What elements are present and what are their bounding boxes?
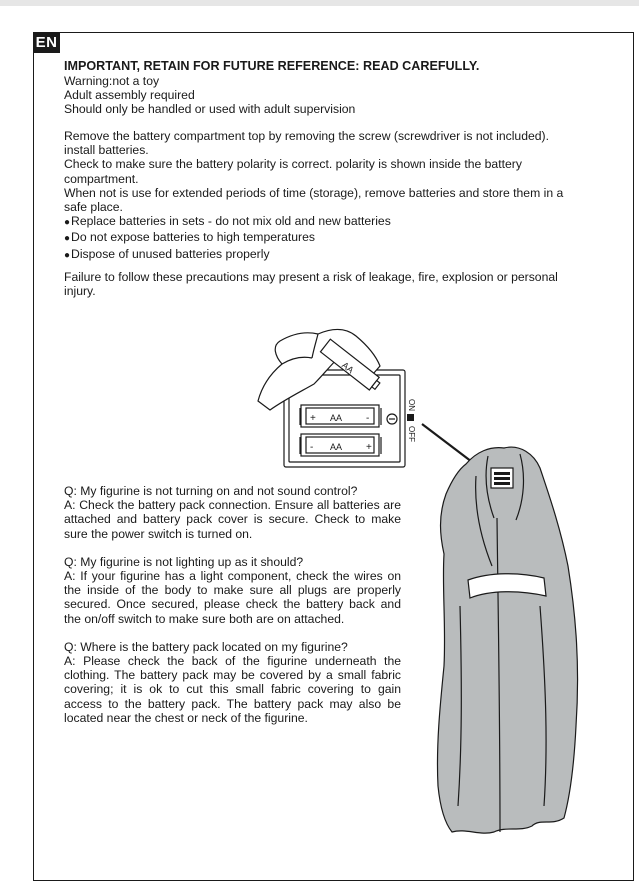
faq-question: Q: My figurine is not turning on and not sound control? (64, 484, 358, 498)
battery-instruction: Check to make sure the battery polarity is correct. polarity is shown inside the battery compartment. (64, 157, 522, 186)
battery-instruction: When not is use for extended periods of time (storage), remove batteries and store them in a safe place. (64, 185, 564, 215)
figurine-robe (437, 447, 577, 833)
switch-off-label: OFF (407, 426, 416, 442)
plus-sign: + (366, 442, 372, 453)
battery-label: AA (329, 442, 343, 452)
page-heading: IMPORTANT, RETAIN FOR FUTURE REFERENCE: READ CAREFULLY. (64, 59, 480, 73)
plus-sign: + (310, 413, 316, 424)
minus-sign: - (310, 442, 314, 453)
instruction-page (0, 6, 639, 882)
switch-on-label: ON (407, 399, 416, 411)
faq-question: Q: Where is the battery pack located on my figurine? (64, 639, 348, 654)
switch-icon (407, 414, 414, 421)
warning-line: Warning:not a toy (64, 74, 160, 88)
language-tag: EN (33, 33, 60, 53)
faq-question: Q: My figurine is not lighting up as it should? (64, 554, 304, 569)
battery-bullet: ● Do not expose batteries to high temperatures (64, 230, 574, 246)
battery-label: AA (340, 359, 356, 376)
battery-label: AA (329, 413, 343, 423)
battery-instruction: Remove the battery compartment top by removing the screw (screwdriver is not included). install batteries. (64, 129, 549, 158)
minus-sign: - (366, 413, 370, 424)
faq-answer: A: Check the battery pack connection. Ensure all batteries are attached and battery pack cover is secure. Check to make sure the power switch is turned on. (64, 498, 401, 541)
faq-answer: A: If your figurine has a light component, check the wires on the inside of the body to make sure all plugs are properly secured. Once secured, please check the battery back and the on/off switch to make sure both are on attached. (64, 569, 401, 626)
failure-text: Failure to follow these precautions may present a risk of leakage, fire, explosion or personal injury. (64, 270, 558, 299)
battery-diagram-illustration (0, 6, 639, 882)
faq-answer: A: Please check the back of the figurine underneath the clothing. The battery pack may be covered by a small fabric covering; it is ok to cut this small fabric covering to gain access to the battery pack. The battery pack may also be located near the chest or neck of the figurine. (64, 654, 401, 725)
warning-line: Adult assembly required (64, 88, 195, 103)
battery-bullet: ● Replace batteries in sets - do not mix old and new batteries (64, 214, 574, 230)
warning-line: Should only be handled or used with adult supervision (64, 102, 356, 117)
battery-bullet: ● Dispose of unused batteries properly (64, 247, 574, 263)
